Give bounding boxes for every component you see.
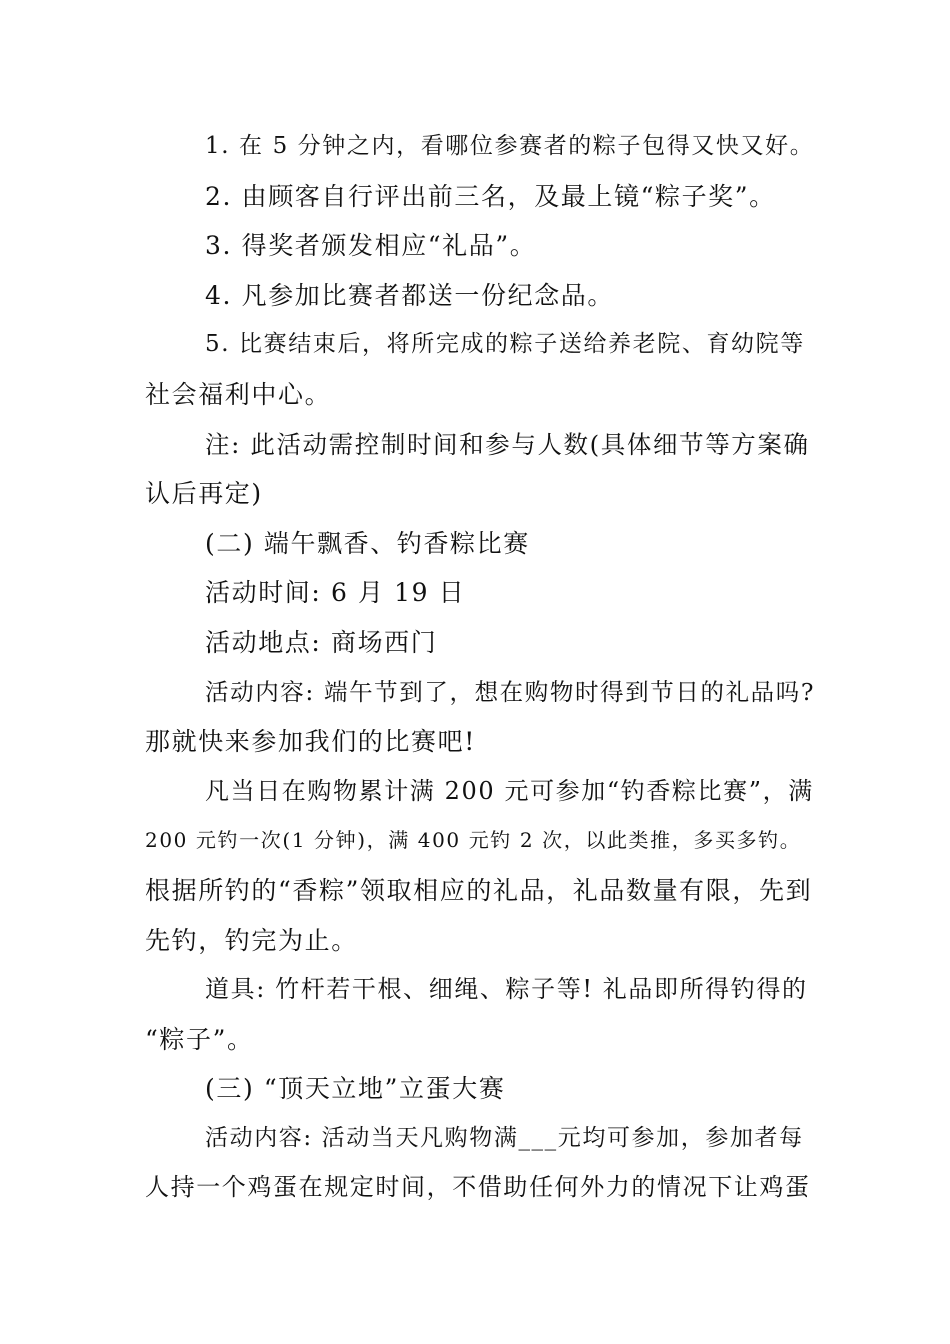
paragraph (145, 271, 815, 321)
paragraph (145, 767, 815, 965)
text-line: (三) “顶天立地”立蛋大赛 (205, 1074, 506, 1104)
text-line: 活动内容: 活动当天凡购物满___元均可参加，参加者每 (205, 1124, 804, 1151)
text-line: 200 元钓一次(1 分钟)，满 400 元钓 2 次，以此类推，多买多钓。 (145, 828, 802, 853)
paragraph (145, 668, 815, 767)
document-body (145, 122, 815, 1213)
section-heading (145, 519, 815, 569)
paragraph (145, 618, 815, 668)
text-line: 1. 在 5 分钟之内，看哪位参赛者的粽子包得又快又好。 (205, 133, 815, 159)
text-line: 3. 得奖者颁发相应“礼品”。 (205, 231, 537, 261)
text-line: 那就快来参加我们的比赛吧! (145, 727, 476, 757)
text-line: 5. 比赛结束后，将所完成的粽子送给养老院、育幼院等 (205, 331, 805, 358)
paragraph (145, 965, 815, 1064)
text-line: 注: 此活动需控制时间和参与人数(具体细节等方案确 (205, 429, 810, 459)
text-line: 道具: 竹杆若干根、细绳、粽子等! 礼品即所得钓得的 (205, 975, 808, 1004)
text-line: 2. 由顾客自行评出前三名，及最上镜“粽子奖”。 (205, 181, 776, 211)
paragraph (145, 420, 815, 519)
text-line: 人持一个鸡蛋在规定时间，不借助任何外力的情况下让鸡蛋 (145, 1173, 811, 1202)
text-line: (二) 端午飘香、钓香粽比赛 (205, 528, 530, 558)
text-line: 社会福利中心。 (145, 379, 332, 409)
text-line: 4. 凡参加比赛者都送一份纪念品。 (205, 280, 615, 310)
text-line: 先钓，钓完为止。 (145, 925, 358, 955)
paragraph (145, 1114, 815, 1213)
text-line: 活动地点: 商场西门 (205, 627, 438, 657)
text-line: 认后再定) (145, 479, 263, 509)
paragraph (145, 320, 815, 419)
text-line: 活动时间: 6 月 19 日 (205, 578, 466, 608)
text-line: 根据所钓的“香粽”领取相应的礼品，礼品数量有限，先到 (145, 875, 813, 905)
section-heading (145, 1064, 815, 1114)
paragraph (145, 568, 815, 618)
paragraph (145, 122, 815, 172)
paragraph (145, 172, 815, 222)
text-line: 活动内容: 端午节到了，想在购物时得到节日的礼品吗? (205, 677, 816, 706)
text-line: “粽子”。 (145, 1024, 254, 1054)
paragraph (145, 221, 815, 271)
text-line: 凡当日在购物累计满 200 元可参加“钓香粽比赛”，满 (205, 776, 814, 805)
